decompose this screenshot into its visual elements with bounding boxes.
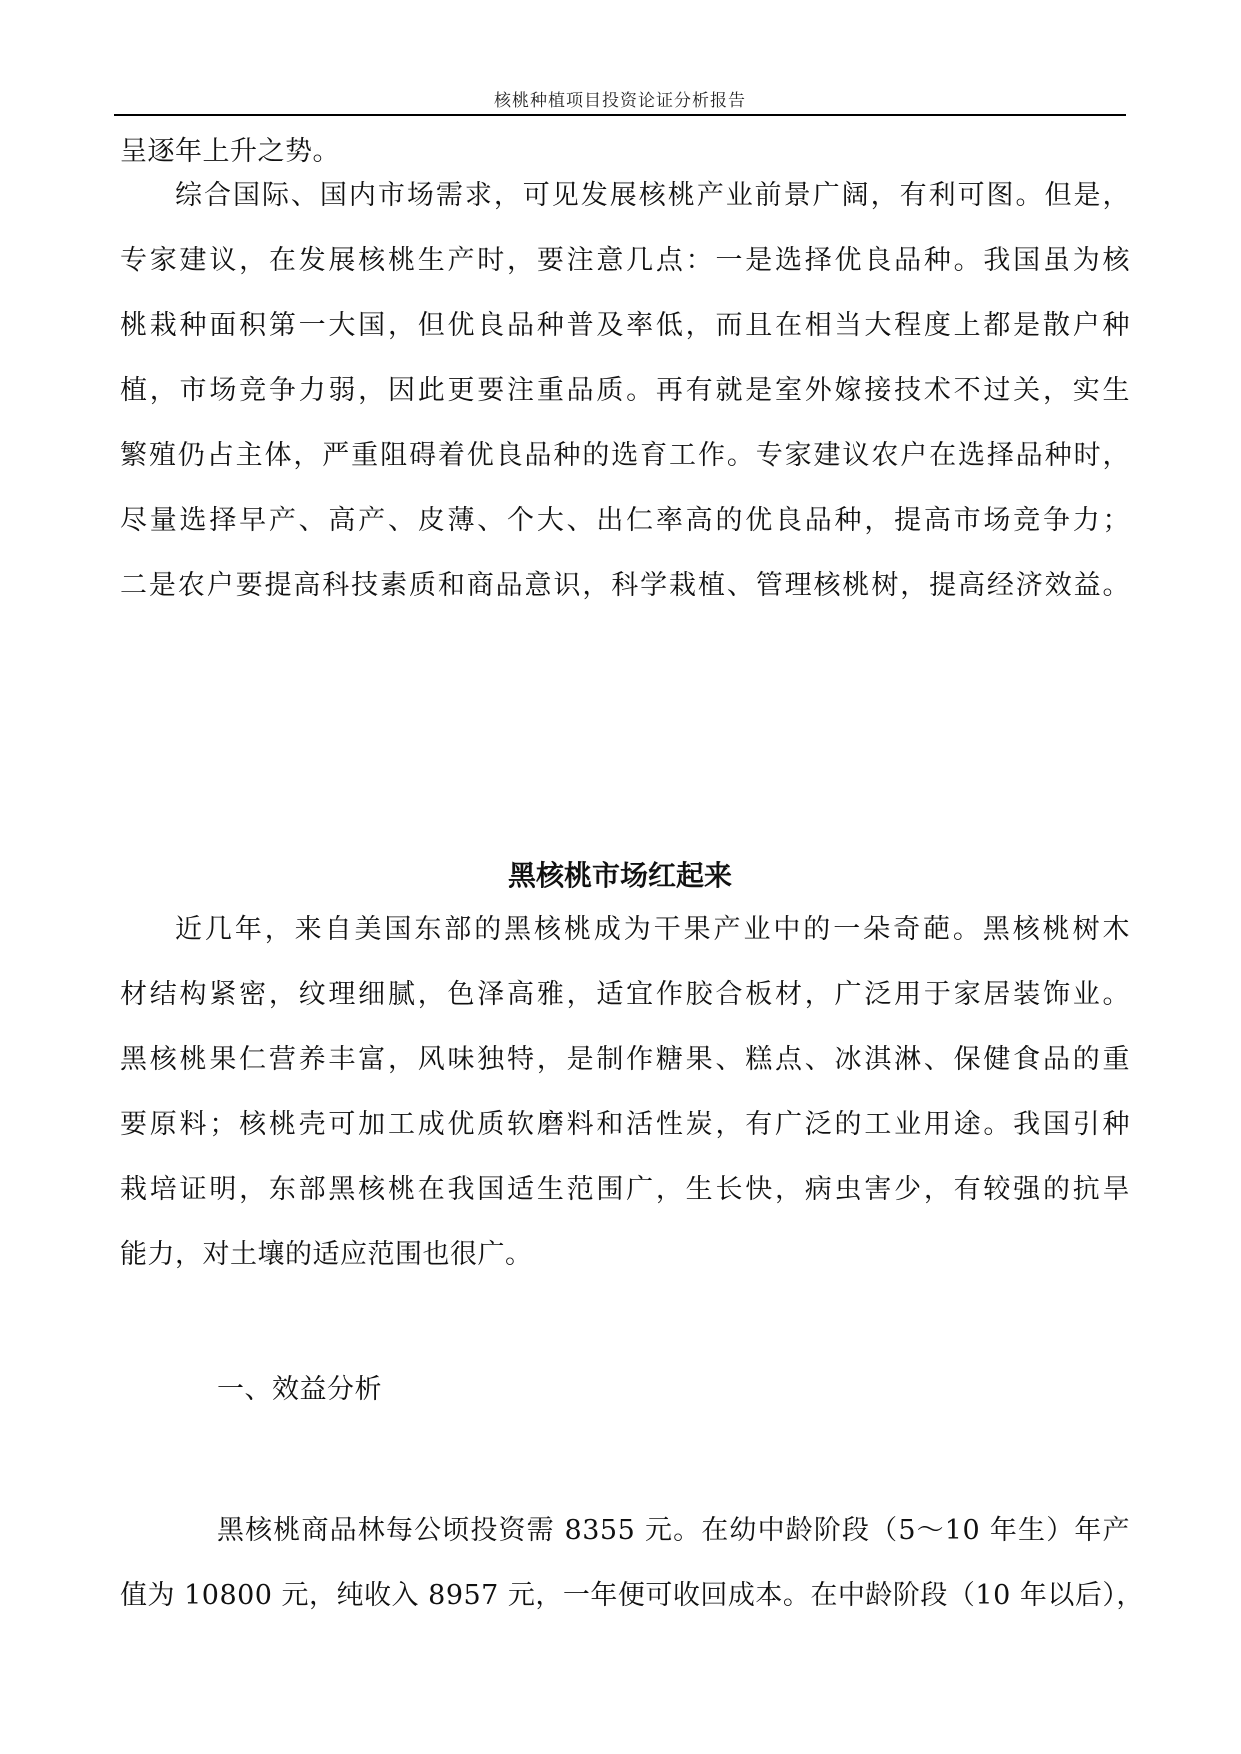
paragraph-line: 黑核桃果仁营养丰富，风味独特，是制作糖果、糕点、冰淇淋、保健食品的重 [120,1044,1130,1075]
paragraph-line: 要原料；核桃壳可加工成优质软磨料和活性炭，有广泛的工业用途。我国引种 [120,1109,1130,1140]
paragraph-line: 呈逐年上升之势。 [120,136,340,167]
paragraph-line: 尽量选择早产、高产、皮薄、个大、出仁率高的优良品种，提高市场竞争力； [120,505,1130,536]
running-header: 核桃种植项目投资论证分析报告 [494,91,746,111]
paragraph-line: 值为 10800 元，纯收入 8957 元，一年便可收回成本。在中龄阶段（10 年以后）， [120,1580,1144,1611]
paragraph-line: 能力，对土壤的适应范围也很广。 [120,1239,533,1270]
paragraph-line: 近几年，来自美国东部的黑核桃成为干果产业中的一朵奇葩。黑核桃树木 [175,914,1130,945]
section-heading: 黑核桃市场红起来 [507,859,732,892]
paragraph-line: 二是农户要提高科技素质和商品意识，科学栽植、管理核桃树，提高经济效益。 [120,570,1130,601]
paragraph-line: 栽培证明，东部黑核桃在我国适生范围广，生长快，病虫害少，有较强的抗旱 [120,1174,1130,1205]
paragraph-line: 材结构紧密，纹理细腻，色泽高雅，适宜作胶合板材，广泛用于家居装饰业。 [120,979,1130,1010]
paragraph-line: 繁殖仍占主体，严重阻碍着优良品种的选育工作。专家建议农户在选择品种时， [120,440,1130,471]
paragraph-line: 综合国际、国内市场需求，可见发展核桃产业前景广阔，有利可图。但是， [175,180,1130,211]
subsection-heading: 一、效益分析 [217,1374,382,1405]
paragraph-line: 桃栽种面积第一大国，但优良品种普及率低，而且在相当大程度上都是散户种 [120,310,1130,341]
paragraph-line: 黑核桃商品林每公顷投资需 8355 元。在幼中龄阶段（5～10 年生）年产 [217,1515,1130,1546]
paragraph-line: 植，市场竞争力弱，因此更要注重品质。再有就是室外嫁接技术不过关，实生 [120,375,1130,406]
paragraph-line: 专家建议，在发展核桃生产时，要注意几点：一是选择优良品种。我国虽为核 [120,245,1130,276]
header-divider [114,114,1126,116]
